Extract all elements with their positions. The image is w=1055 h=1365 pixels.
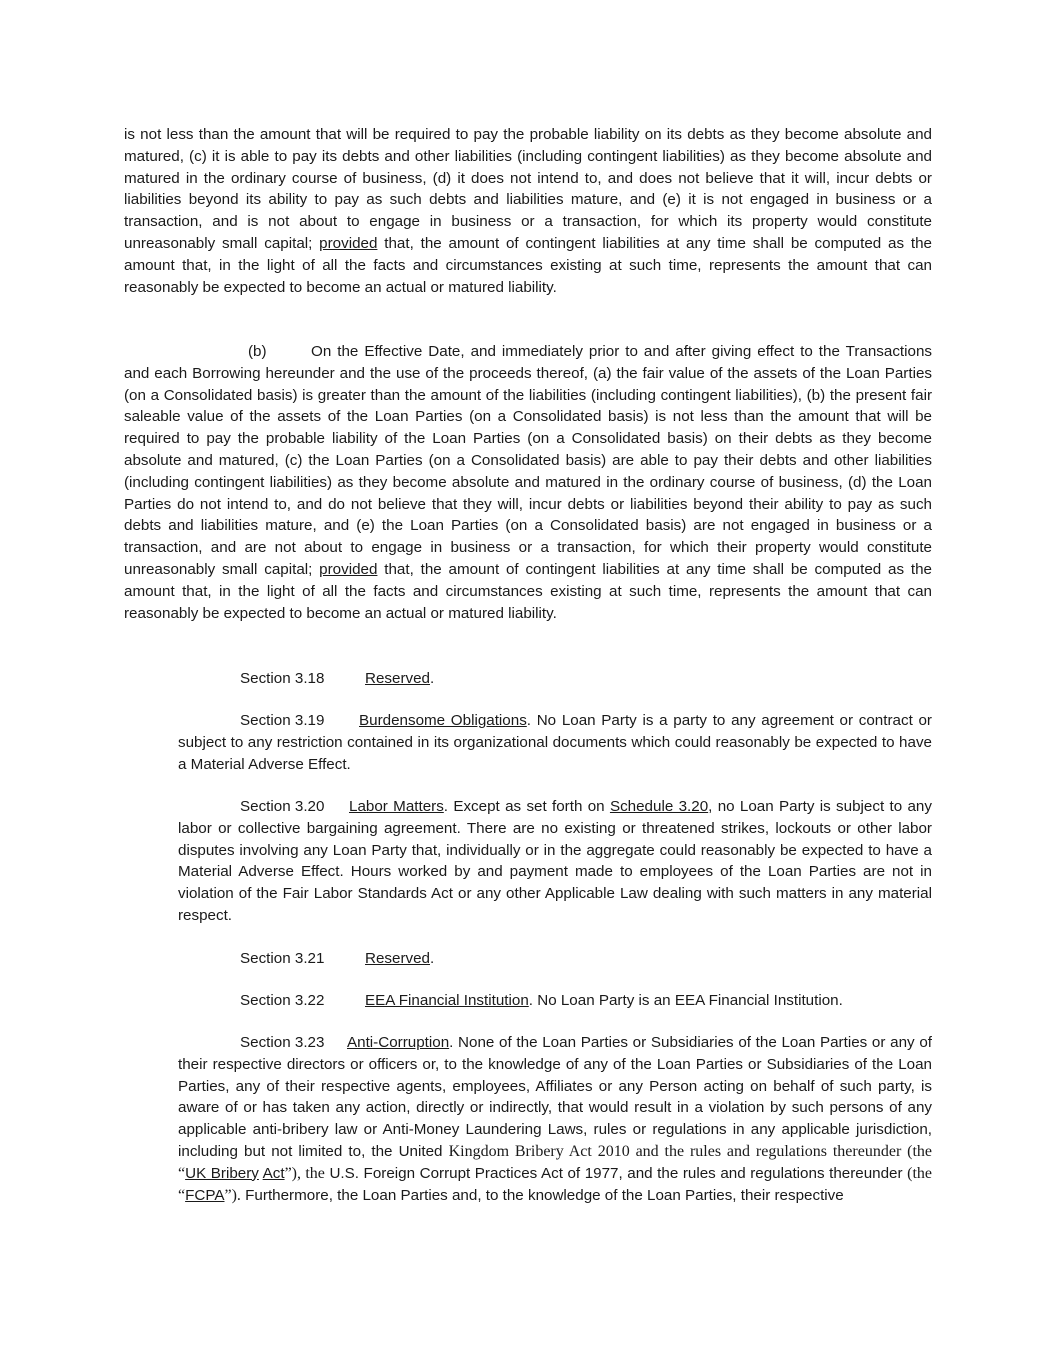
act-term: Act (262, 1164, 285, 1182)
section-title: Anti-Corruption (347, 1034, 450, 1051)
section-title: Reserved (365, 950, 430, 967)
section-3-23: Section 3.23 Anti-Corruption. None of the Loan Parties or Subsidiaries of the Loan Parties or any of their respective directors or officers or, to the knowledge of any of the Loan Parties or Subsidiaries of the Loan Parties, any of their respective agents, employees, Affiliates or any Person acting on behalf of such party, is aware of or has taken any action, directly or indirectly, that would result in a violation by such persons of any applicable anti-bribery law or Anti-Money Laundering Laws, rules or regulations in any applicable jurisdiction, including but not limited to, the United Kingdom Bribery Act 2010 and the rules and regulations thereunder (the “UK Bribery Act”), the U.S. Foreign Corrupt Practices Act of 1977, and the rules and regulations thereunder (the “FCPA”). Furthermore, the Loan Parties and, to the knowledge of the Loan Parties, their respective (178, 1034, 933, 1204)
section-number: Section 3.20 (240, 798, 325, 815)
section-number: Section 3.22 (240, 992, 325, 1009)
section-number: Section 3.18 (240, 670, 325, 687)
provided-term: provided (319, 560, 378, 578)
section-title: Burdensome Obligations (359, 712, 527, 729)
section-3-20: Section 3.20 Labor Matters. Except as set forth on Schedule 3.20, no Loan Party is subject to any labor or collective bargaining agreement. There are no existing or threatened strikes, lockouts or other labor disputes involving any Loan Party that, individually or in the aggregate could reasonably be expected to have a Material Adverse Effect. Hours worked by and payment made to employees of the Loan Parties are not in violation of the Fair Labor Standards Act or any other Applicable Law dealing with such matters in any material respect. (178, 798, 932, 924)
section-3-22: Section 3.22 EEA Financial Institution. No Loan Party is an EEA Financial Institution. (240, 990, 843, 1012)
uk-bribery-term: UK Bribery (185, 1164, 259, 1182)
section-title: Reserved (365, 670, 430, 687)
section-number: Section 3.23 (240, 1034, 325, 1051)
fcpa-term: FCPA (185, 1186, 225, 1204)
paragraph-b: (b) On the Effective Date, and immediately prior to and after giving effect to the Transactions and each Borrowing hereunder and the use of the proceeds thereof, (a) the fair value of the assets of the Loan Parties (on a Consolidated basis) is greater than the amount of the liabilities (including contingent liabilities), (b) the present fair saleable value of the assets of the Loan Parties (on a Consolidated basis) is not less than the amount that will be required to pay the probable liability of the Loan Parties (on a Consolidated basis) on their debts as they become absolute and matured, (c) the Loan Parties (on a Consolidated basis) are able to pay their debts and other liabilities (including contingent liabilities) as they become absolute and matured in the ordinary course of business, (d) the Loan Parties do not intend to, and do not believe that they will, incur debts or liabilities beyond their ability to pay as such debts and liabilities mature, and (e) the Loan Parties (on a Consolidated basis) are not engaged in business or a transaction, and are not about to engage in business or a transaction, for which their property would constitute unreasonably small capital; provided that, the amount of contingent liabilities at any time shall be computed as the amount that, in the light of all the facts and circumstances existing at such time, represents the amount that can reasonably be expected to become an actual or matured liability. (124, 343, 932, 622)
section-3-21: Section 3.21 Reserved. (240, 948, 434, 970)
schedule-reference: Schedule 3.20 (609, 798, 709, 815)
section-number: Section 3.21 (240, 950, 325, 967)
provided-term: provided (319, 234, 378, 252)
paragraph-b-label: (b) (248, 343, 267, 360)
section-number: Section 3.19 (240, 712, 325, 729)
section-title: EEA Financial Institution (365, 992, 529, 1009)
section-3-18: Section 3.18 Reserved. (240, 668, 434, 690)
section-title: Labor Matters (349, 798, 444, 815)
section-3-19: Section 3.19 Burdensome Obligations. No Loan Party is a party to any agreement or contract or subject to any restriction contained in its organizational documents which could reasonably be expected to have a Material Adverse Effect. (178, 712, 932, 773)
paragraph-solvency-continued: is not less than the amount that will be required to pay the probable liability on its debts as they become absolute and matured, (c) it is able to pay its debts and other liabilities (including contingent liabilities) as they become absolute and matured in the ordinary course of business, (d) it does not intend to, and does not believe that it will, incur debts or liabilities beyond its ability to pay as such debts and liabilities mature, and (e) it is not engaged in business or a transaction, and is not about to engage in business or a transaction, for which its property would constitute unreasonably small capital; provided that, the amount of contingent liabilities at any time shall be computed as the amount that, in the light of all the facts and circumstances existing at such time, represents the amount that can reasonably be expected to become an actual or matured liability. (124, 126, 932, 296)
